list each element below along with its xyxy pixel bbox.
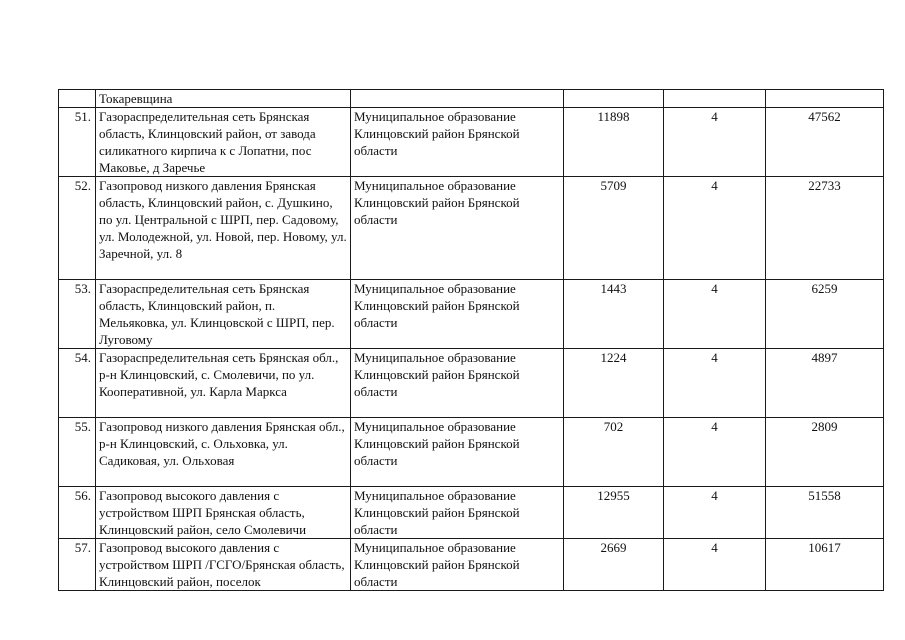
table-row <box>59 108 884 177</box>
description-cell: Газораспределительная сеть Брянская область, Клинцовский район, п. Мельяковка, ул. Клинцовской с ШРП, пер. Луговому <box>96 280 351 349</box>
owner-cell: Муниципальное образование Клинцовский район Брянской области <box>351 108 564 177</box>
value-b-cell <box>664 90 766 108</box>
table-row-continued <box>59 90 884 108</box>
row-number-cell: 57. <box>59 539 96 591</box>
value-c-cell <box>766 90 884 108</box>
registry-table <box>58 89 884 591</box>
value-a-cell: 2669 <box>564 539 664 591</box>
registry-table-body <box>59 90 884 591</box>
value-a-cell: 11898 <box>564 108 664 177</box>
row-number-cell: 53. <box>59 280 96 349</box>
value-c-cell: 6259 <box>766 280 884 349</box>
row-number-cell: 51. <box>59 108 96 177</box>
owner-cell <box>351 90 564 108</box>
value-c-cell: 2809 <box>766 418 884 487</box>
value-c-cell: 4897 <box>766 349 884 418</box>
value-b-cell: 4 <box>664 177 766 280</box>
table-row <box>59 177 884 280</box>
row-number-cell <box>59 90 96 108</box>
value-a-cell: 1443 <box>564 280 664 349</box>
table-row <box>59 280 884 349</box>
value-b-cell: 4 <box>664 539 766 591</box>
owner-cell: Муниципальное образование Клинцовский район Брянской области <box>351 177 564 280</box>
value-c-cell: 22733 <box>766 177 884 280</box>
value-a-cell: 5709 <box>564 177 664 280</box>
table-row <box>59 539 884 591</box>
owner-cell: Муниципальное образование Клинцовский район Брянской области <box>351 487 564 539</box>
row-number-cell: 55. <box>59 418 96 487</box>
value-b-cell: 4 <box>664 487 766 539</box>
row-number-cell: 54. <box>59 349 96 418</box>
value-b-cell: 4 <box>664 280 766 349</box>
value-a-cell: 1224 <box>564 349 664 418</box>
description-cell: Газопровод высокого давления с устройством ШРП Брянская область, Клинцовский район, село Смолевичи <box>96 487 351 539</box>
value-a-cell <box>564 90 664 108</box>
description-cell: Газораспределительная сеть Брянская область, Клинцовский район, от завода силикатного кирпича к с Лопатни, пос Маковье, д Заречье <box>96 108 351 177</box>
owner-cell: Муниципальное образование Клинцовский район Брянской области <box>351 418 564 487</box>
value-c-cell: 51558 <box>766 487 884 539</box>
table-row <box>59 418 884 487</box>
value-c-cell: 10617 <box>766 539 884 591</box>
value-b-cell: 4 <box>664 108 766 177</box>
description-cell: Газопровод низкого давления Брянская область, Клинцовский район, с. Душкино, по ул. Центральной с ШРП, пер. Садовому, ул. Молодежной, ул. Новой, пер. Новому, ул. Заречной, ул. 8 <box>96 177 351 280</box>
value-a-cell: 12955 <box>564 487 664 539</box>
value-b-cell: 4 <box>664 418 766 487</box>
value-b-cell: 4 <box>664 349 766 418</box>
description-cell: Токаревщина <box>96 90 351 108</box>
owner-cell: Муниципальное образование Клинцовский район Брянской области <box>351 349 564 418</box>
value-c-cell: 47562 <box>766 108 884 177</box>
description-cell: Газораспределительная сеть Брянская обл., р-н Клинцовский, с. Смолевичи, по ул. Кооперативной, ул. Карла Маркса <box>96 349 351 418</box>
owner-cell: Муниципальное образование Клинцовский район Брянской области <box>351 539 564 591</box>
description-cell: Газопровод высокого давления с устройством ШРП /ГСГО/Брянская область, Клинцовский район, поселок <box>96 539 351 591</box>
owner-cell: Муниципальное образование Клинцовский район Брянской области <box>351 280 564 349</box>
row-number-cell: 52. <box>59 177 96 280</box>
row-number-cell: 56. <box>59 487 96 539</box>
description-cell: Газопровод низкого давления Брянская обл., р-н Клинцовский, с. Ольховка, ул. Садиковая, ул. Ольховая <box>96 418 351 487</box>
value-a-cell: 702 <box>564 418 664 487</box>
table-row <box>59 349 884 418</box>
table-row <box>59 487 884 539</box>
